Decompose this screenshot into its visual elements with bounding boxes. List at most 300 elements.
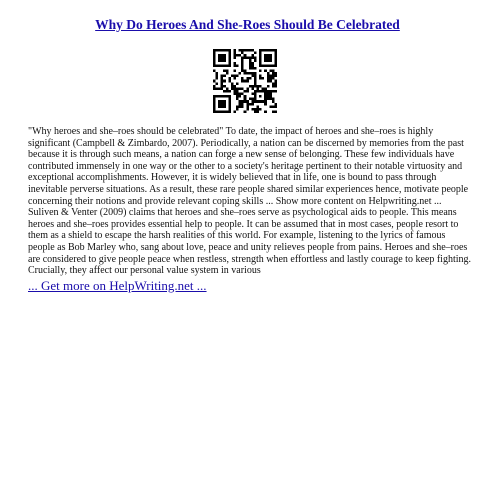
qr-module (262, 64, 265, 67)
qr-module (213, 59, 216, 62)
qr-module (213, 108, 216, 111)
qr-module (239, 54, 242, 57)
qr-module (241, 52, 244, 55)
qr-module (264, 57, 267, 60)
qr-module (264, 103, 267, 106)
qr-module (269, 75, 272, 78)
qr-module (269, 90, 272, 93)
qr-module (274, 54, 277, 57)
qr-module (257, 100, 260, 103)
qr-module (251, 87, 254, 90)
qr-module (244, 80, 247, 83)
qr-module (272, 69, 275, 72)
qr-module (239, 105, 242, 108)
qr-module (259, 64, 262, 67)
qr-module (213, 98, 216, 101)
qr-module (228, 77, 231, 80)
qr-module (259, 54, 262, 57)
qr-module (262, 77, 265, 80)
qr-module (254, 82, 257, 85)
qr-module (218, 95, 221, 98)
qr-module (233, 49, 236, 52)
qr-module (272, 105, 275, 108)
qr-module (236, 95, 239, 98)
qr-module (254, 100, 257, 103)
qr-module (272, 49, 275, 52)
qr-module (233, 62, 236, 65)
qr-module (262, 87, 265, 90)
qr-module (221, 95, 224, 98)
qr-module (241, 67, 244, 70)
qr-module (267, 75, 270, 78)
qr-module (259, 77, 262, 80)
qr-module (233, 85, 236, 88)
qr-module (244, 95, 247, 98)
qr-module (244, 57, 247, 60)
qr-module (221, 59, 224, 62)
qr-module (223, 57, 226, 60)
qr-module (246, 49, 249, 52)
qr-module (226, 95, 229, 98)
qr-module (216, 110, 219, 113)
qr-module (221, 85, 224, 88)
qr-module (233, 75, 236, 78)
qr-module (226, 69, 229, 72)
qr-module (233, 87, 236, 90)
qr-module (274, 82, 277, 85)
qr-module (257, 90, 260, 93)
qr-module (213, 95, 216, 98)
qr-module (254, 85, 257, 88)
qr-module (223, 100, 226, 103)
get-more-link[interactable]: ... Get more on HelpWriting.net ... (28, 278, 207, 293)
qr-module (269, 98, 272, 101)
qr-module (269, 95, 272, 98)
qr-module (249, 98, 252, 101)
qr-module (274, 57, 277, 60)
qr-module (223, 64, 226, 67)
qr-module (257, 105, 260, 108)
qr-module (254, 67, 257, 70)
qr-module (264, 87, 267, 90)
qr-module (244, 72, 247, 75)
qr-module (269, 57, 272, 60)
qr-module (221, 49, 224, 52)
qr-module (218, 110, 221, 113)
qr-module (264, 69, 267, 72)
qr-module (223, 90, 226, 93)
qr-module (274, 80, 277, 83)
document-body (28, 126, 474, 277)
qr-module (233, 52, 236, 55)
qr-module (241, 100, 244, 103)
qr-module (226, 49, 229, 52)
qr-module (251, 75, 254, 78)
qr-module (241, 62, 244, 65)
qr-module (259, 49, 262, 52)
qr-code-icon (213, 49, 277, 113)
qr-module (264, 110, 267, 113)
qr-module (272, 110, 275, 113)
qr-module (257, 87, 260, 90)
qr-module (241, 105, 244, 108)
qr-module (251, 103, 254, 106)
qr-module (246, 105, 249, 108)
qr-module (267, 93, 270, 96)
qr-module (274, 105, 277, 108)
qr-module (254, 59, 257, 62)
qr-module (239, 100, 242, 103)
qr-module (272, 90, 275, 93)
qr-module (216, 49, 219, 52)
qr-module (274, 75, 277, 78)
qr-module (228, 90, 231, 93)
qr-module (269, 93, 272, 96)
qr-module (264, 54, 267, 57)
qr-module (262, 100, 265, 103)
qr-module (228, 105, 231, 108)
qr-module (264, 59, 267, 62)
qr-module (259, 62, 262, 65)
qr-module (267, 90, 270, 93)
qr-module (228, 103, 231, 106)
qr-module (216, 72, 219, 75)
paragraph-2: Suliven & Venter (2009) claims that heroes and she–roes serve as psychological aids to people. This means heroes and she–roes provides essential help to people. It can be assumed that in most cases, people resort to them as a shield to escape the harsh realities of this world. For example, listening to the lyrics of famous people as Bob Marley who, sang about love, peace and unity relieves people from pains. Heroes and she–roes are considered to give people peace when restless, strength when effortless and lastly courage to keep fighting. Crucially, they affect our personal value system in various (28, 207, 471, 277)
qr-module (272, 98, 275, 101)
qr-module (241, 69, 244, 72)
qr-module (251, 100, 254, 103)
qr-module (226, 72, 229, 75)
qr-module (231, 75, 234, 78)
qr-module (236, 54, 239, 57)
qr-module (226, 110, 229, 113)
qr-module (213, 64, 216, 67)
qr-module (272, 82, 275, 85)
qr-module (223, 54, 226, 57)
qr-module (231, 82, 234, 85)
qr-module (223, 59, 226, 62)
qr-module (269, 49, 272, 52)
qr-module (218, 64, 221, 67)
qr-module (272, 72, 275, 75)
qr-module (254, 95, 257, 98)
qr-module (216, 75, 219, 78)
qr-module (223, 85, 226, 88)
qr-module (249, 72, 252, 75)
qr-module (231, 87, 234, 90)
qr-module (221, 77, 224, 80)
qr-module (259, 108, 262, 111)
qr-module (236, 93, 239, 96)
qr-module (221, 57, 224, 60)
qr-module (236, 105, 239, 108)
qr-module (221, 54, 224, 57)
qr-module (239, 49, 242, 52)
qr-module (213, 54, 216, 57)
qr-module (244, 49, 247, 52)
qr-module (251, 49, 254, 52)
qr-module (269, 77, 272, 80)
qr-module (274, 103, 277, 106)
qr-module (249, 67, 252, 70)
qr-module (254, 57, 257, 60)
qr-module (228, 100, 231, 103)
qr-module (267, 49, 270, 52)
qr-module (259, 59, 262, 62)
qr-module (231, 85, 234, 88)
qr-module (223, 110, 226, 113)
qr-module (228, 110, 231, 113)
qr-module (264, 64, 267, 67)
qr-module (236, 98, 239, 101)
qr-module (274, 62, 277, 65)
qr-module (249, 49, 252, 52)
qr-module (239, 103, 242, 106)
qr-module (254, 75, 257, 78)
qr-module (269, 69, 272, 72)
qr-module (223, 49, 226, 52)
qr-module (218, 54, 221, 57)
qr-module (274, 90, 277, 93)
qr-module (216, 95, 219, 98)
qr-module (233, 57, 236, 60)
qr-module (274, 49, 277, 52)
qr-module (223, 69, 226, 72)
qr-module (249, 57, 252, 60)
qr-module (269, 54, 272, 57)
qr-module (257, 85, 260, 88)
qr-module (221, 75, 224, 78)
qr-module (259, 85, 262, 88)
qr-module (246, 80, 249, 83)
qr-module (236, 75, 239, 78)
qr-module (218, 87, 221, 90)
qr-module (241, 49, 244, 52)
qr-module (267, 80, 270, 83)
qr-module (251, 108, 254, 111)
qr-module (236, 108, 239, 111)
qr-module (218, 59, 221, 62)
qr-module (274, 72, 277, 75)
qr-module (269, 64, 272, 67)
qr-module (254, 72, 257, 75)
qr-module (213, 87, 216, 90)
qr-module (236, 90, 239, 93)
qr-module (272, 100, 275, 103)
qr-module (267, 85, 270, 88)
qr-module (249, 103, 252, 106)
qr-module (216, 82, 219, 85)
qr-module (239, 95, 242, 98)
qr-module (218, 49, 221, 52)
qr-module (213, 62, 216, 65)
qr-module (213, 103, 216, 106)
qr-module (228, 64, 231, 67)
document-title-link[interactable]: Why Do Heroes And She-Roes Should Be Celebrated (95, 17, 400, 32)
qr-module (267, 77, 270, 80)
qr-module (236, 64, 239, 67)
qr-module (267, 72, 270, 75)
qr-module (246, 77, 249, 80)
qr-module (228, 57, 231, 60)
qr-module (246, 87, 249, 90)
qr-module (274, 64, 277, 67)
qr-module (251, 64, 254, 67)
qr-module (264, 100, 267, 103)
qr-module (221, 80, 224, 83)
qr-module (251, 93, 254, 96)
qr-module (223, 75, 226, 78)
qr-module (239, 87, 242, 90)
qr-module (267, 54, 270, 57)
qr-module (262, 90, 265, 93)
qr-module (267, 59, 270, 62)
qr-module (254, 90, 257, 93)
qr-module (241, 77, 244, 80)
qr-module (218, 57, 221, 60)
qr-module (251, 72, 254, 75)
qr-module (264, 49, 267, 52)
qr-module (251, 98, 254, 101)
qr-module (213, 52, 216, 55)
qr-module (239, 93, 242, 96)
qr-module (267, 98, 270, 101)
qr-module (228, 49, 231, 52)
qr-module (223, 80, 226, 83)
qr-module (272, 85, 275, 88)
qr-module (254, 93, 257, 96)
qr-module (272, 75, 275, 78)
qr-module (249, 85, 252, 88)
qr-module (244, 98, 247, 101)
qr-module (241, 59, 244, 62)
qr-module (274, 85, 277, 88)
qr-module (236, 82, 239, 85)
qr-module (216, 87, 219, 90)
qr-module (259, 69, 262, 72)
qr-module (272, 77, 275, 80)
qr-module (274, 59, 277, 62)
qr-module (228, 108, 231, 111)
qr-module (241, 87, 244, 90)
qr-module (228, 95, 231, 98)
qr-module (272, 64, 275, 67)
qr-module (218, 103, 221, 106)
qr-module (254, 77, 257, 80)
qr-module (251, 62, 254, 65)
qr-module (221, 100, 224, 103)
qr-module (213, 80, 216, 83)
qr-module (267, 95, 270, 98)
qr-module (213, 49, 216, 52)
qr-module (244, 100, 247, 103)
qr-module (244, 69, 247, 72)
qr-module (246, 103, 249, 106)
qr-module (218, 100, 221, 103)
qr-module (241, 64, 244, 67)
paragraph-1: "Why heroes and she–roes should be celebrated" To date, the impact of heroes and she–roes is highly significant (Campbell & Zimbardo, 2007). Periodically, a nation can be discerned by memories from the past because it is through such means, a nation can forge a new sense of belonging. These few individuals have contributed immensely in one way or the other to a society's heritage pertinent to their notable virtuosity and exceptional accomplishments. However, it is widely believed that in life, one is bound to pass through inevitable perverse situations. As a result, these rare people shared similar experiences hence, motivate people concerning their notions and provide relevant coping skills ... Show more content on Helpwriting.net ... (28, 126, 469, 207)
qr-module (236, 87, 239, 90)
qr-module (264, 93, 267, 96)
qr-module (259, 57, 262, 60)
qr-module (228, 54, 231, 57)
qr-module (216, 77, 219, 80)
qr-module (264, 90, 267, 93)
qr-module (221, 64, 224, 67)
qr-module (254, 98, 257, 101)
qr-module (239, 72, 242, 75)
qr-module (264, 98, 267, 101)
qr-module (241, 93, 244, 96)
qr-module (228, 62, 231, 65)
qr-module (251, 57, 254, 60)
qr-module (226, 87, 229, 90)
qr-module (223, 103, 226, 106)
qr-module (264, 95, 267, 98)
qr-module (254, 108, 257, 111)
qr-module (233, 69, 236, 72)
qr-module (216, 64, 219, 67)
qr-module (267, 57, 270, 60)
qr-module (213, 69, 216, 72)
qr-module (274, 52, 277, 55)
qr-module (228, 80, 231, 83)
qr-module (267, 64, 270, 67)
qr-module (226, 64, 229, 67)
qr-module (246, 72, 249, 75)
qr-module (246, 108, 249, 111)
qr-module (221, 87, 224, 90)
qr-module (254, 52, 257, 55)
qr-module (274, 110, 277, 113)
qr-module (228, 59, 231, 62)
qr-module (226, 90, 229, 93)
qr-module (213, 105, 216, 108)
qr-module (259, 52, 262, 55)
qr-module (251, 67, 254, 70)
qr-module (221, 103, 224, 106)
qr-module (257, 108, 260, 111)
qr-module (269, 59, 272, 62)
qr-module (233, 54, 236, 57)
qr-module (246, 57, 249, 60)
qr-module (218, 105, 221, 108)
qr-module (246, 90, 249, 93)
qr-module (254, 110, 257, 113)
qr-module (259, 95, 262, 98)
qr-module (251, 85, 254, 88)
qr-module (249, 64, 252, 67)
qr-module (241, 103, 244, 106)
qr-module (221, 110, 224, 113)
qr-module (213, 85, 216, 88)
qr-module (233, 110, 236, 113)
qr-module (262, 49, 265, 52)
qr-module (244, 90, 247, 93)
qr-module (259, 75, 262, 78)
qr-module (213, 57, 216, 60)
qr-module (213, 110, 216, 113)
qr-module (233, 90, 236, 93)
qr-module (233, 77, 236, 80)
qr-module (244, 110, 247, 113)
qr-module (259, 90, 262, 93)
qr-module (259, 100, 262, 103)
qr-module (223, 105, 226, 108)
qr-module (233, 64, 236, 67)
qr-module (228, 98, 231, 101)
qr-module (257, 110, 260, 113)
